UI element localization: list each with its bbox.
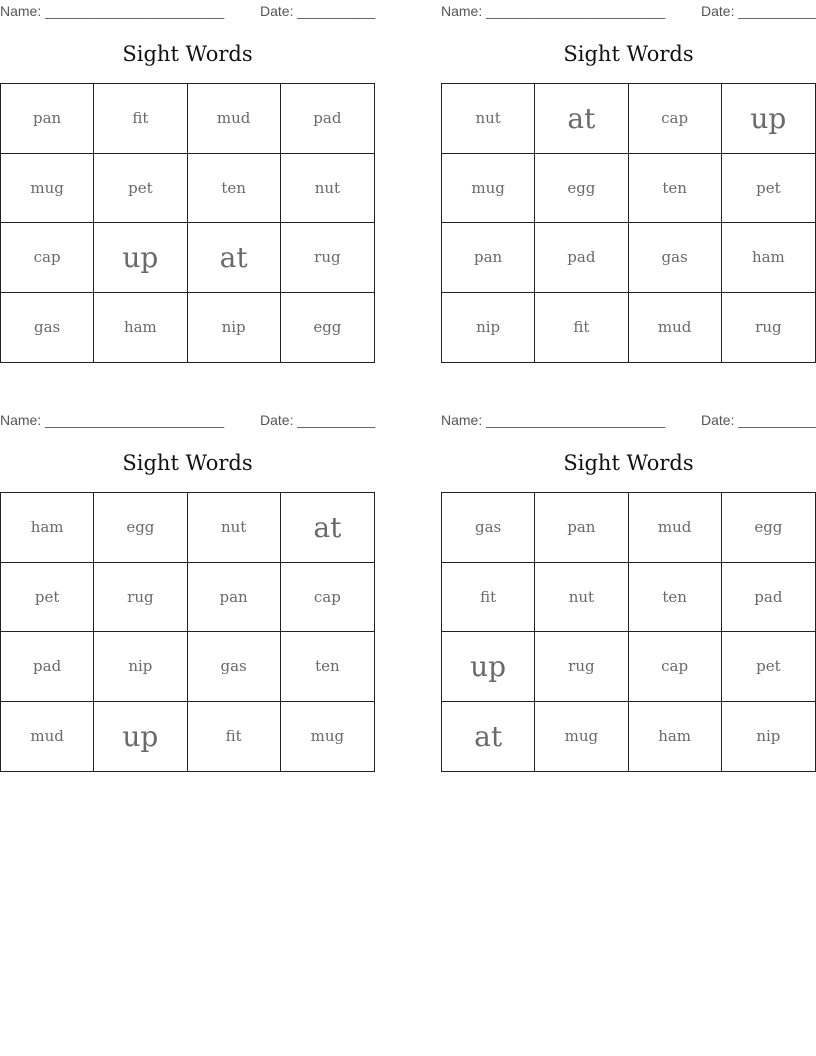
word-cell[interactable]: rug	[755, 318, 782, 337]
word-cell[interactable]: gas	[188, 632, 281, 702]
word-cell[interactable]: pan	[442, 223, 535, 293]
word-cell[interactable]: pan	[1, 84, 94, 154]
word-cell[interactable]: cap	[629, 632, 722, 702]
word-cell[interactable]: nut	[281, 154, 374, 224]
word-cell[interactable]: fit	[94, 84, 187, 154]
bingo-card-1	[0, 0, 375, 364]
word-cell[interactable]: ham	[722, 223, 815, 293]
word-cell[interactable]: egg	[313, 318, 342, 337]
word-cell[interactable]: mug	[535, 702, 628, 772]
word-cell[interactable]: ten	[629, 154, 722, 224]
word-cell[interactable]: ham	[94, 293, 187, 363]
card-title: Sight Words	[563, 42, 694, 66]
name-field[interactable]: Name: _______________________	[0, 412, 225, 428]
word-cell[interactable]: ham	[1, 493, 94, 563]
word-cell[interactable]: pad	[535, 223, 628, 293]
word-cell[interactable]: up	[442, 632, 535, 702]
word-cell[interactable]: pet	[94, 154, 187, 224]
word-cell[interactable]: gas	[442, 493, 535, 563]
word-cell[interactable]: mud	[188, 84, 281, 154]
word-cell[interactable]: rug	[94, 563, 187, 633]
word-cell[interactable]: pan	[188, 563, 281, 633]
name-field[interactable]: Name: _______________________	[441, 412, 666, 428]
word-cell[interactable]: rug	[281, 223, 374, 293]
word-cell[interactable]: nip	[442, 293, 535, 363]
word-cell[interactable]: cap	[281, 563, 374, 633]
word-grid	[0, 83, 375, 363]
word-cell[interactable]: cap	[629, 84, 722, 154]
date-field[interactable]: Date: __________	[701, 412, 816, 428]
word-grid	[441, 492, 816, 772]
word-cell[interactable]: mug	[310, 727, 345, 746]
date-field[interactable]: Date: __________	[260, 412, 376, 428]
card-title: Sight Words	[563, 451, 694, 475]
word-cell[interactable]: ten	[281, 632, 374, 702]
word-cell[interactable]: mug	[1, 154, 94, 224]
word-cell[interactable]: nut	[442, 84, 535, 154]
word-cell[interactable]: at	[535, 84, 628, 154]
bingo-card-2	[441, 0, 816, 364]
word-cell[interactable]: nip	[188, 293, 281, 363]
word-cell[interactable]: at	[281, 493, 374, 563]
word-cell[interactable]: fit	[535, 293, 628, 363]
word-cell[interactable]: mud	[629, 293, 722, 363]
word-cell[interactable]: up	[94, 702, 187, 772]
word-cell[interactable]: egg	[94, 493, 187, 563]
word-cell[interactable]: pad	[1, 632, 94, 702]
word-cell[interactable]: ham	[629, 702, 722, 772]
word-cell[interactable]: fit	[442, 563, 535, 633]
word-cell[interactable]: mud	[629, 493, 722, 563]
word-cell[interactable]: ten	[629, 563, 722, 633]
name-field[interactable]: Name: _______________________	[0, 3, 225, 19]
card-title: Sight Words	[122, 42, 253, 66]
word-cell[interactable]: nut	[188, 493, 281, 563]
word-cell[interactable]: gas	[1, 293, 94, 363]
word-cell[interactable]: fit	[188, 702, 281, 772]
word-grid	[441, 83, 816, 363]
bingo-card-3	[0, 409, 375, 773]
word-cell[interactable]: up	[94, 223, 187, 293]
word-cell[interactable]: egg	[535, 154, 628, 224]
word-cell[interactable]: pet	[722, 632, 815, 702]
word-cell[interactable]: nut	[535, 563, 628, 633]
word-cell[interactable]: nip	[756, 727, 781, 746]
word-cell[interactable]: ten	[188, 154, 281, 224]
bingo-card-4	[441, 409, 816, 773]
name-field[interactable]: Name: _______________________	[441, 3, 666, 19]
word-grid	[0, 492, 375, 772]
word-cell[interactable]: pet	[1, 563, 94, 633]
word-cell[interactable]: up	[722, 84, 815, 154]
word-cell[interactable]: egg	[722, 493, 815, 563]
word-cell[interactable]: at	[188, 223, 281, 293]
card-title: Sight Words	[122, 451, 253, 475]
word-cell[interactable]: pad	[281, 84, 374, 154]
date-field[interactable]: Date: __________	[260, 3, 376, 19]
word-cell[interactable]: pet	[722, 154, 815, 224]
word-cell[interactable]: pan	[535, 493, 628, 563]
word-cell[interactable]: at	[442, 702, 535, 772]
date-field[interactable]: Date: __________	[701, 3, 816, 19]
word-cell[interactable]: gas	[629, 223, 722, 293]
word-cell[interactable]: pad	[722, 563, 815, 633]
word-cell[interactable]: rug	[535, 632, 628, 702]
word-cell[interactable]: mud	[1, 702, 94, 772]
word-cell[interactable]: mug	[442, 154, 535, 224]
word-cell[interactable]: cap	[1, 223, 94, 293]
word-cell[interactable]: nip	[94, 632, 187, 702]
